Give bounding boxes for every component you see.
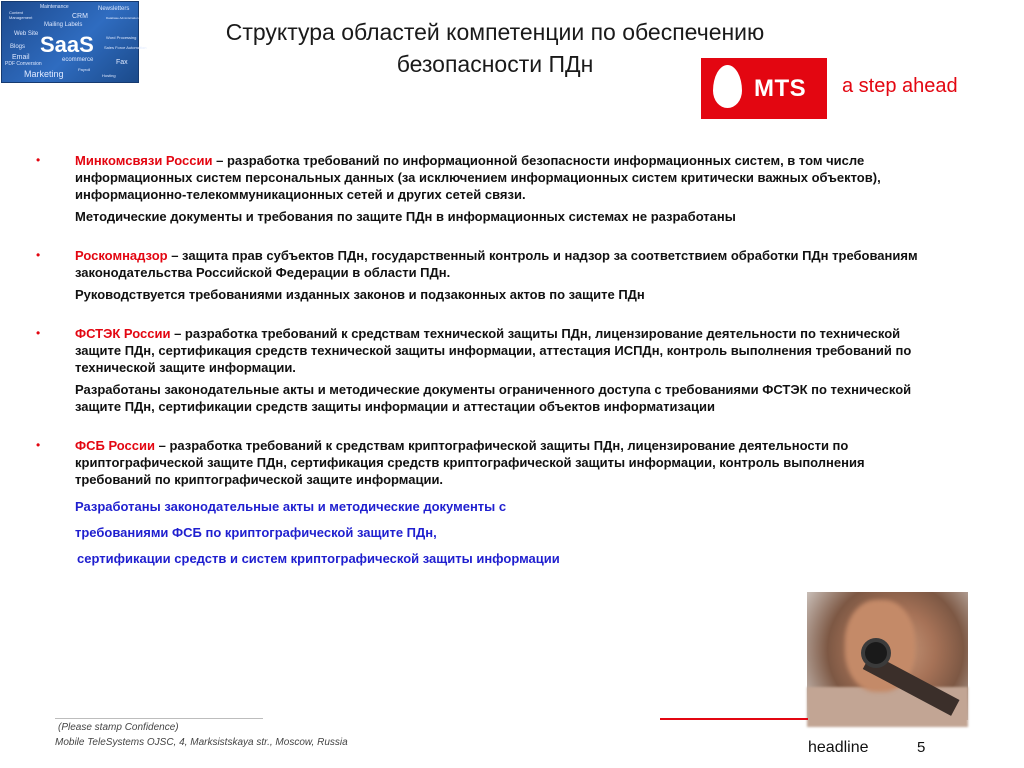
org-name: ФСБ России bbox=[75, 438, 155, 453]
org-description: – защита прав субъектов ПДн, государственный контроль и надзор за соответствием обработки ПДн требованиям законодательства Российской Федерации в области ПДн. bbox=[75, 248, 918, 280]
list-item bbox=[36, 437, 936, 567]
mts-wordmark: MTS bbox=[754, 75, 807, 102]
org-name: Роскомнадзор bbox=[75, 248, 168, 263]
footer-stamp: (Please stamp Confidence) bbox=[58, 722, 179, 733]
footer-accent-line bbox=[660, 718, 808, 720]
gun-barrel-icon bbox=[865, 642, 887, 664]
bullet-icon: • bbox=[36, 248, 41, 262]
item-note: Руководствуется требованиями изданных законов и подзаконных актов по защите ПДн bbox=[75, 287, 645, 302]
logo-word: Hosting bbox=[102, 73, 116, 78]
logo-word: Marketing bbox=[24, 69, 64, 79]
org-description: – разработка требований к средствам технической защиты ПДн, лицензирование деятельности по технической защите ПДн, сертификация средств технической защиты информации, аттестация ИСПДн, контроль выполнения требований по технической защите информации. bbox=[75, 326, 912, 375]
list-item bbox=[36, 247, 936, 303]
footer-divider bbox=[55, 718, 263, 719]
fsb-note-line: требованиями ФСБ по криптографической защите ПДн, bbox=[75, 525, 437, 540]
logo-word: Blogs bbox=[10, 44, 26, 50]
footer-headline: headline bbox=[808, 739, 869, 756]
logo-word: Sales Force Automation bbox=[104, 45, 147, 50]
bullet-icon: • bbox=[36, 438, 41, 452]
saas-logo bbox=[1, 1, 147, 83]
org-name: ФСТЭК России bbox=[75, 326, 171, 341]
fsb-note-line: сертификации средств и систем криптографической защиты информации bbox=[77, 551, 560, 566]
logo-word: CRM bbox=[72, 13, 88, 20]
logo-word: Content Management bbox=[9, 10, 33, 20]
org-description: – разработка требований по информационной безопасности информационных систем, в том числе информационных систем персональных данных (за исключением информационных систем критически важных объектов), информационно-телекоммуникационных сетей и других сетей связи. bbox=[75, 153, 881, 202]
item-paragraph bbox=[75, 152, 936, 203]
mts-logo bbox=[701, 58, 827, 119]
list-item bbox=[36, 325, 936, 415]
item-paragraph bbox=[75, 437, 936, 488]
title-line-1: Структура областей компетенции по обеспечению bbox=[225, 19, 765, 45]
logo-word: Word Processing bbox=[106, 35, 137, 40]
egg-icon bbox=[713, 65, 742, 108]
logo-word: Web Site bbox=[14, 31, 39, 37]
footer-address: Mobile TeleSystems OJSC, 4, Marksistskaya str., Moscow, Russia bbox=[55, 737, 348, 748]
fsb-note-line: Разработаны законодательные акты и методические документы с bbox=[75, 499, 507, 514]
item-paragraph bbox=[75, 325, 936, 376]
competence-list bbox=[36, 152, 936, 567]
logo-word: Maintenance bbox=[40, 4, 69, 10]
logo-word: Mailing Labels bbox=[44, 22, 83, 28]
logo-word: Database Administration bbox=[106, 16, 139, 20]
page-number: 5 bbox=[917, 739, 926, 756]
item-paragraph bbox=[75, 247, 936, 281]
logo-word: Newsletters bbox=[98, 6, 130, 12]
title-line-2: безопасности ПДн bbox=[396, 51, 594, 77]
logo-word: ecommerce bbox=[62, 57, 94, 63]
logo-word: Fax bbox=[116, 59, 128, 66]
item-note: Разработаны законодательные акты и методические документы ограниченного доступа с требованиями ФСТЭК по технической защите ПДн, сертификации средств защиты информации и аттестации объектов информатизации bbox=[75, 382, 912, 414]
logo-word: Email bbox=[12, 54, 30, 61]
man-with-gun-photo bbox=[807, 592, 968, 720]
logo-word: Payroll bbox=[78, 67, 91, 72]
logo-word: PDF Conversion bbox=[5, 61, 42, 67]
org-name: Минкомсвязи России bbox=[75, 153, 213, 168]
bullet-icon: • bbox=[36, 153, 41, 167]
org-description: – разработка требований к средствам криптографической защиты ПДн, лицензирование деятельности по криптографической защите ПДн, сертификация средств криптографической защиты информации, контроль выполнения требований по криптографической защите информации. bbox=[75, 438, 865, 487]
brand-tagline: a step ahead bbox=[842, 75, 958, 97]
logo-word: SaaS bbox=[40, 32, 94, 57]
list-item bbox=[36, 152, 936, 225]
bullet-icon: • bbox=[36, 326, 41, 340]
item-note: Методические документы и требования по защите ПДн в информационных системах не разработаны bbox=[75, 209, 736, 224]
